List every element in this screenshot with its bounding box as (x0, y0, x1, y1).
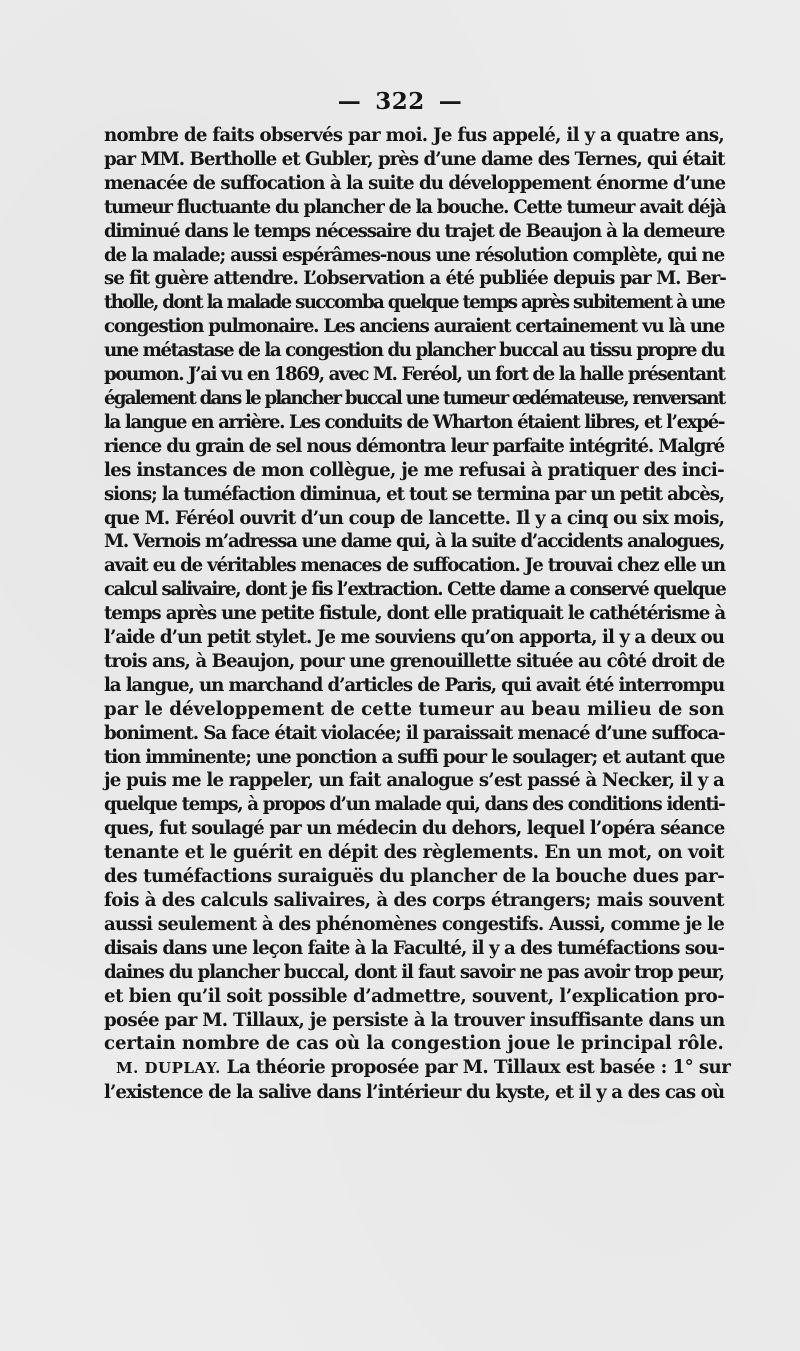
text-line: disais dans une leçon faite à la Faculté, il y a des tuméfactions sou- (104, 937, 725, 959)
text-line: aussi seulement à des phénomènes congestifs. Aussi, comme je le (104, 913, 725, 935)
speaker-name: M. DUPLAY. (116, 1059, 221, 1078)
text-line: posée par M. Tillaux, je persiste à la trouver insuffisante dans un (104, 1009, 725, 1031)
text-line: ques, fut soulagé par un médecin du dehors, lequel l’opéra séance (104, 818, 725, 840)
text-line: par MM. Bertholle et Gubler, près d’une dame des Ternes, qui était (104, 148, 725, 170)
text-line: également dans le plancher buccal une tumeur œdémateuse, renversant (104, 387, 725, 409)
text-line: les instances de mon collègue, je me refusai à pratiquer des inci- (104, 459, 724, 481)
page-number: — 322 — (337, 88, 463, 115)
text-line: poumon. J’ai vu en 1869, avec M. Feréol, un fort de la halle présentant (104, 364, 725, 386)
text-line: menacée de suffocation à la suite du développement énorme d’une (104, 172, 726, 194)
text-line: nombre de faits observés par moi. Je fus appelé, il y a quatre ans, (104, 125, 724, 146)
page-number-value: 322 (375, 88, 425, 115)
text-line: certain nombre de cas où la congestion joue le principal rôle. (104, 1033, 724, 1055)
text-line: et bien qu’il soit possible d’admettre, souvent, l’explication pro- (104, 985, 725, 1007)
text-line: calcul salivaire, dont je fis l’extraction. Cette dame a conservé quelque (104, 579, 726, 601)
text-line: par le développement de cette tumeur au beau milieu de son (104, 698, 725, 720)
text-line: la langue, un marchand d’articles de Paris, qui avait été interrompu (104, 674, 725, 696)
text-line: une métastase de la congestion du plancher buccal au tissu propre du (104, 340, 724, 362)
text-line: M. Vernois m’adressa une dame qui, à la suite d’accidents analogues, (104, 531, 724, 553)
speaker-line (104, 1056, 731, 1081)
text-line: sions; la tuméfaction diminua, et tout se termina par un petit abcès, (104, 483, 724, 505)
text-line: l’aide d’un petit stylet. Je me souviens qu’on apporta, il y a deux ou (104, 627, 724, 649)
text-line: tholle, dont la malade succomba quelque temps après subitement à une (104, 292, 724, 314)
text-line: fois à des calculs salivaires, à des corps étrangers; mais souvent (104, 890, 724, 911)
text-line: rience du grain de sel nous démontra leur parfaite intégrité. Malgré (104, 435, 725, 457)
text-line: que M. Féréol ouvrit d’un coup de lancette. Il y a cinq ou six mois, (104, 507, 725, 529)
text-line: se fit guère attendre. L’observation a été publiée depuis par M. Ber- (104, 268, 726, 290)
text-line: tenante et le guérit en dépit des règlements. En un mot, on voit (104, 842, 725, 864)
text-line: la langue en arrière. Les conduits de Wharton étaient libres, et l’expé- (104, 411, 724, 433)
speaker-text: La théorie proposée par M. Tillaux est basée : 1° sur (226, 1057, 731, 1079)
text-line: avait eu de véritables menaces de suffocation. Je trouvai chez elle un (104, 555, 725, 577)
text-line: quelque temps, à propos d’un malade qui, dans des conditions identi- (104, 794, 725, 816)
text-line: diminué dans le temps nécessaire du trajet de Beaujon à la demeure (104, 220, 725, 242)
text-line: congestion pulmonaire. Les anciens auraient certainement vu là une (104, 316, 725, 338)
text-line: tion imminente; une ponction a suffi pour le soulager; et autant que (104, 746, 725, 768)
text-line: boniment. Sa face était violacée; il paraissait menacé d’une suffoca- (104, 722, 725, 744)
text-line: daines du plancher buccal, dont il faut savoir ne pas avoir trop peur, (104, 961, 724, 983)
text-line: tumeur fluctuante du plancher de la bouche. Cette tumeur avait déjà (104, 196, 726, 218)
text-line: des tuméfactions suraiguës du plancher de la bouche dues par- (104, 866, 725, 888)
text-line: trois ans, à Beaujon, pour une grenouillette située au côté droit de (104, 650, 725, 672)
text-line: l’existence de la salive dans l’intérieur du kyste, et il y a des cas où (104, 1082, 725, 1104)
text-line: je puis me le rappeler, un fait analogue s’est passé à Necker, il y a (104, 770, 724, 792)
text-line: temps après une petite fistule, dont elle pratiquait le cathétérisme à (104, 603, 726, 625)
body-text (104, 124, 731, 1105)
text-line: de la malade; aussi espérâmes-nous une résolution complète, qui ne (104, 244, 724, 266)
